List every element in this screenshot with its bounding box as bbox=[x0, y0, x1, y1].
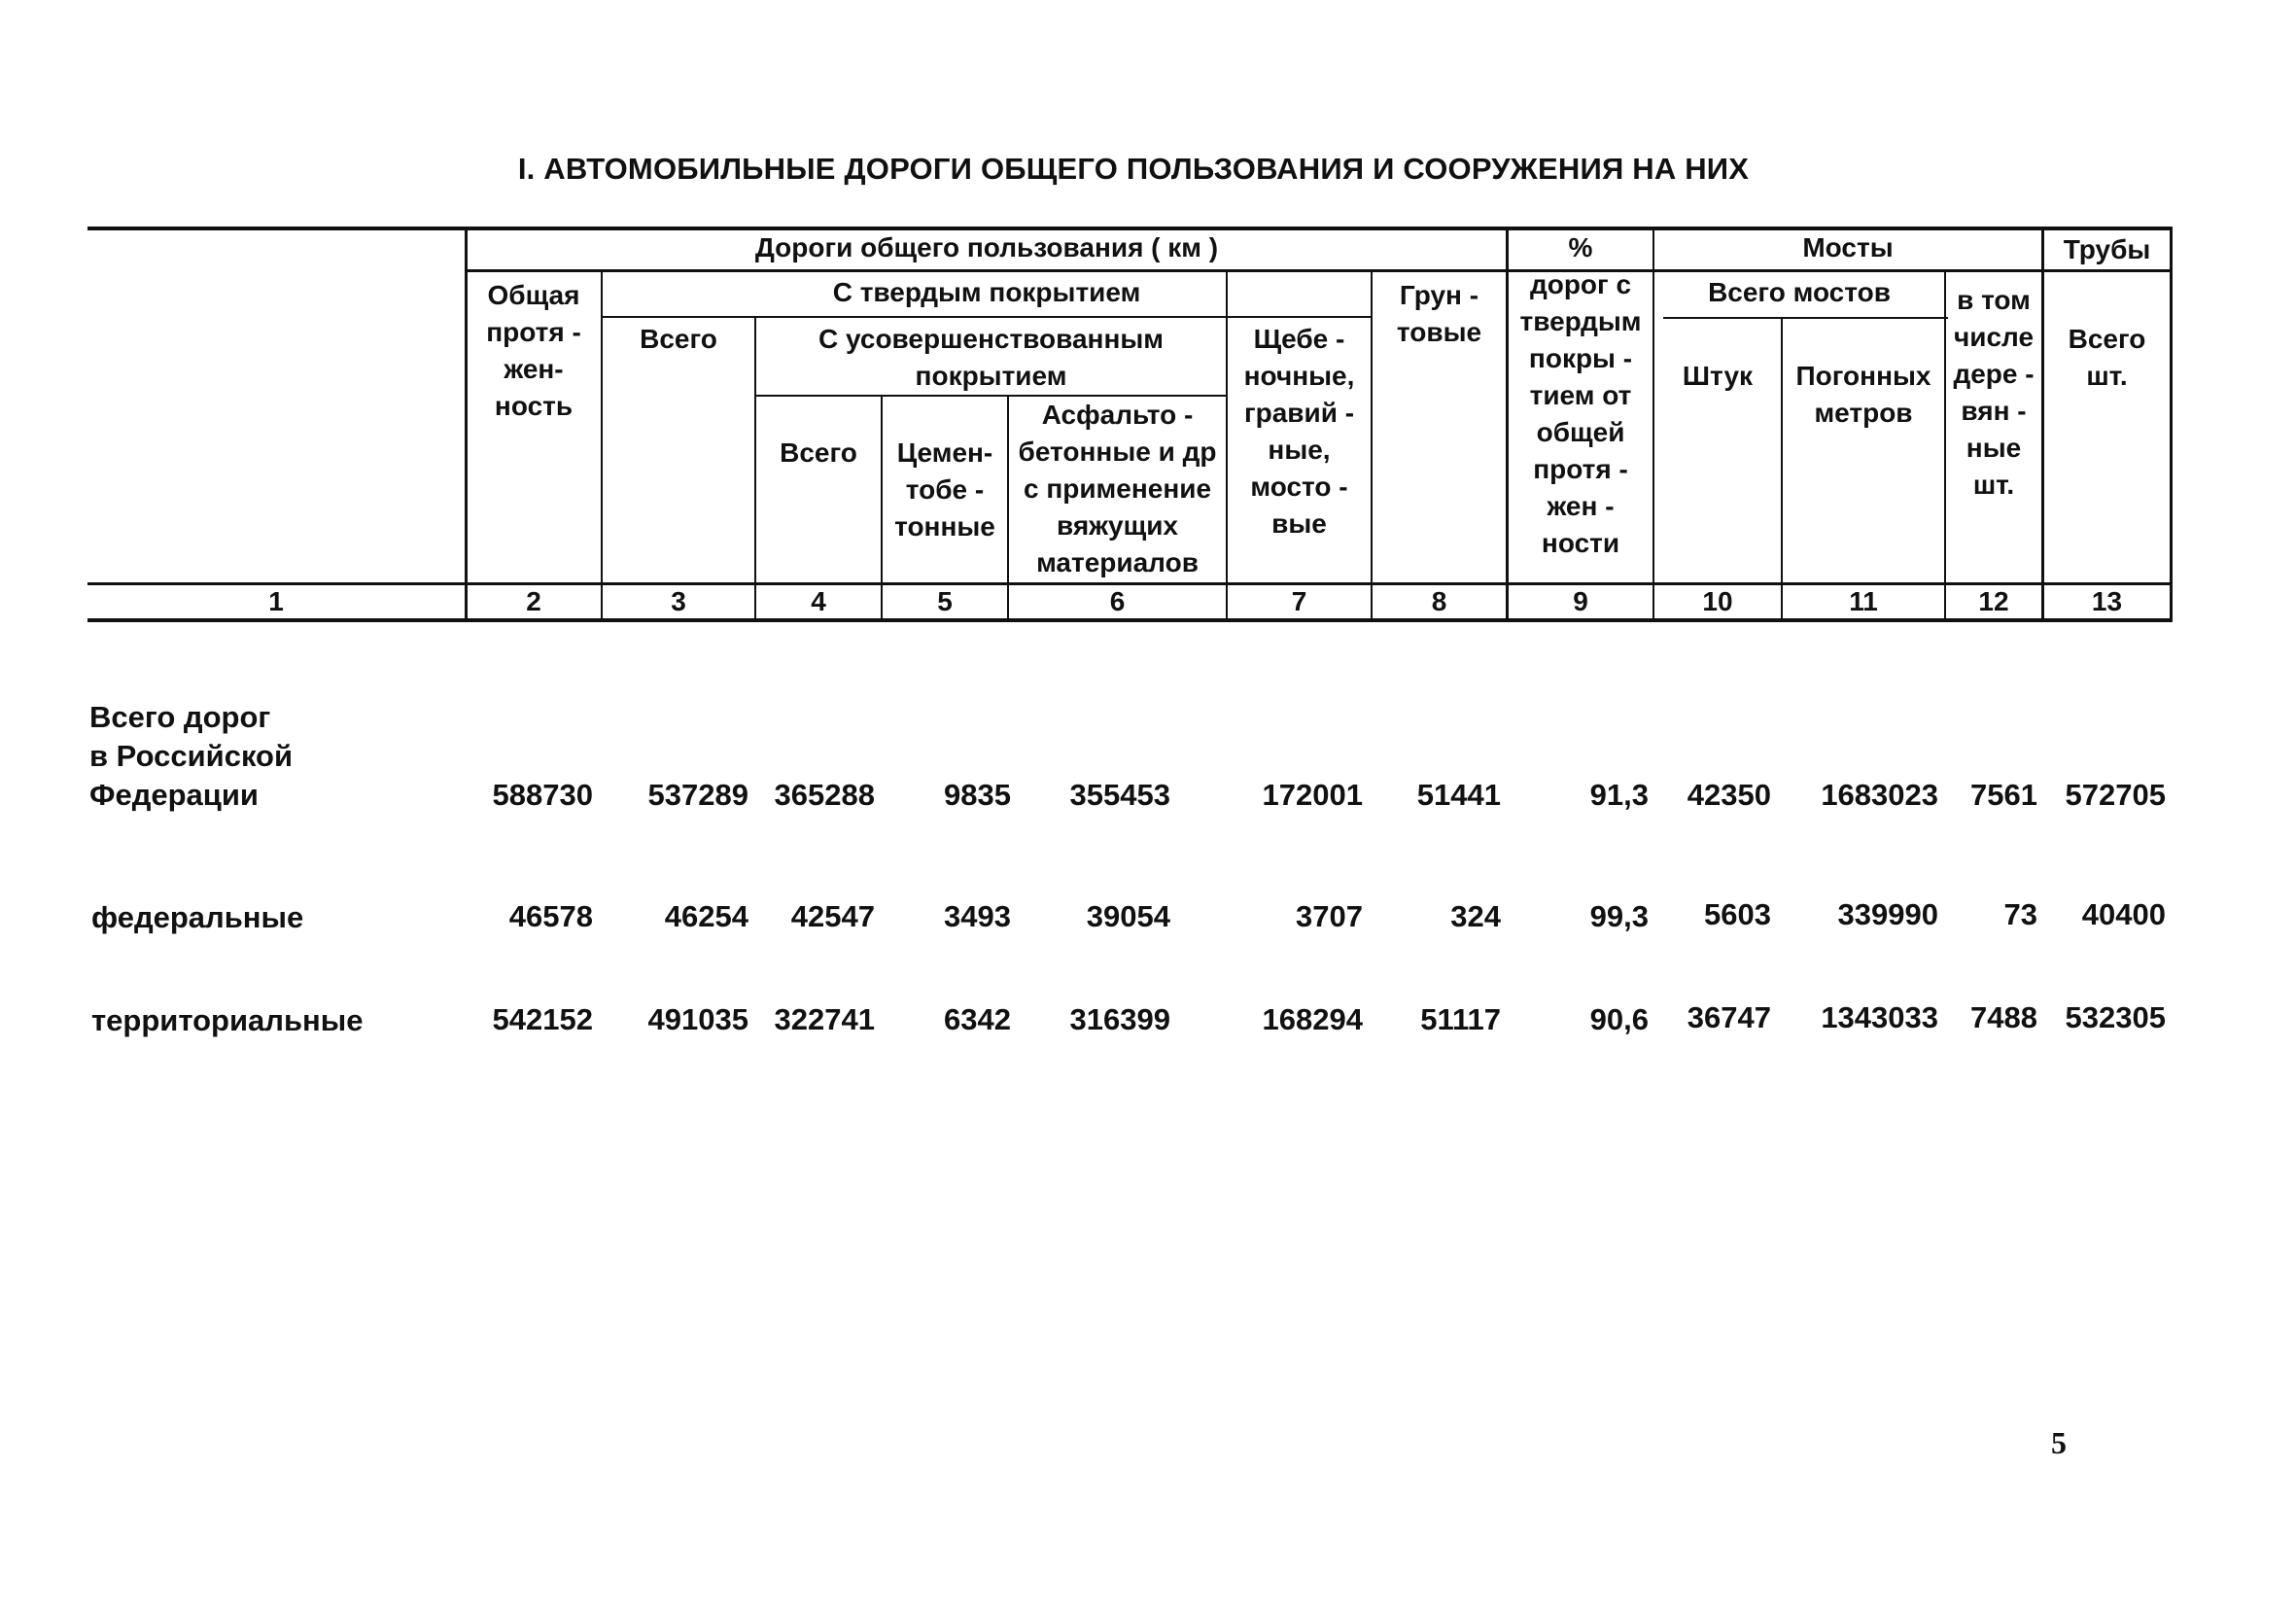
table-cell: 90,6 bbox=[1589, 1002, 1649, 1036]
table-cell: 51441 bbox=[1416, 778, 1501, 812]
table-cell: 46254 bbox=[664, 899, 748, 933]
table-cell: 355453 bbox=[1069, 778, 1170, 812]
header-hard-total: Всего bbox=[640, 324, 717, 354]
header-improved-total: Всего bbox=[780, 437, 857, 468]
table-cell: 168294 bbox=[1262, 1002, 1363, 1036]
table-cell: 588730 bbox=[492, 778, 593, 812]
column-number: 8 bbox=[1431, 586, 1447, 616]
table-cell: 36747 bbox=[1687, 1000, 1771, 1034]
header-dirt: Грун - товые bbox=[1396, 280, 1482, 347]
row-label-total: Всего дорог в Российской Федерации bbox=[89, 700, 294, 812]
column-number: 13 bbox=[2091, 586, 2123, 616]
table-cell: 7488 bbox=[1970, 1000, 2037, 1034]
table-cell: 6342 bbox=[944, 1002, 1011, 1036]
column-number: 4 bbox=[811, 586, 826, 616]
table-cell: 532305 bbox=[2065, 1000, 2166, 1034]
table-cell: 324 bbox=[1450, 899, 1501, 933]
row-label-territorial: территориальные bbox=[91, 1003, 364, 1037]
column-number: 9 bbox=[1573, 586, 1588, 616]
row-label-federal: федеральные bbox=[91, 900, 304, 934]
header-bridges-group: Мосты bbox=[1802, 232, 1894, 262]
table-cell: 491035 bbox=[647, 1002, 748, 1036]
header-cement: Цемен- тобе - тонные bbox=[894, 437, 995, 542]
table-cell: 3493 bbox=[944, 899, 1011, 933]
table-cell: 9835 bbox=[944, 778, 1011, 812]
table-cell: 7561 bbox=[1970, 778, 2037, 812]
header-bridges-wooden: в том числе дере - вян - ные шт. bbox=[1953, 285, 2035, 500]
header-total-length: Общая протя - жен- ность bbox=[486, 280, 581, 421]
column-number: 10 bbox=[1702, 586, 1733, 616]
column-number: 12 bbox=[1978, 586, 2009, 616]
table-cell: 51117 bbox=[1420, 1002, 1501, 1036]
table-cell: 73 bbox=[2003, 897, 2037, 931]
table-cell: 365288 bbox=[774, 778, 875, 812]
table-cell: 572705 bbox=[2065, 778, 2166, 812]
table-cell: 42350 bbox=[1687, 778, 1771, 812]
column-number: 7 bbox=[1291, 586, 1307, 616]
table-cell: 537289 bbox=[647, 778, 748, 812]
page-number: 5 bbox=[2051, 1425, 2067, 1460]
table-cell: 5603 bbox=[1704, 897, 1771, 931]
header-roads-group: Дороги общего пользования ( км ) bbox=[754, 232, 1219, 262]
table-cell: 3707 bbox=[1296, 899, 1363, 933]
table-cell: 99,3 bbox=[1589, 899, 1649, 933]
header-pipes-total: Всего шт. bbox=[2068, 324, 2146, 391]
table-cell: 42547 bbox=[790, 899, 875, 933]
table-cell: 1683023 bbox=[1821, 778, 1938, 812]
header-bridges-meters: Погонных метров bbox=[1795, 361, 1931, 428]
column-number: 5 bbox=[937, 586, 953, 616]
column-number: 1 bbox=[268, 586, 284, 616]
header-improved-group: С усовершенствованным покрытием bbox=[818, 324, 1164, 391]
table-cell: 322741 bbox=[774, 1002, 875, 1036]
header-bridges-total-group: Всего мостов bbox=[1708, 277, 1891, 307]
header-hard-surface-group: С твердым покрытием bbox=[832, 277, 1141, 307]
table-cell: 1343033 bbox=[1821, 1000, 1938, 1034]
table-cell: 39054 bbox=[1086, 899, 1170, 933]
table-cell: 316399 bbox=[1069, 1002, 1170, 1036]
table-cell: 46578 bbox=[508, 899, 593, 933]
header-gravel: Щебе - ночные, гравий - ные, мосто - вые bbox=[1243, 324, 1355, 539]
page-title: I. АВТОМОБИЛЬНЫЕ ДОРОГИ ОБЩЕГО ПОЛЬЗОВАНИЯ И СООРУЖЕНИЯ НА НИХ bbox=[517, 152, 1750, 186]
header-bridges-count: Штук bbox=[1682, 361, 1754, 391]
column-number: 11 bbox=[1849, 586, 1878, 616]
table-cell: 40400 bbox=[2081, 897, 2166, 931]
header-asphalt: Асфальто - бетонные и др с применение вяжущих материалов bbox=[1018, 400, 1217, 577]
table-cell: 172001 bbox=[1262, 778, 1363, 812]
header-percent: % дорог с твердым покры - тием от общей протя - жен - ности bbox=[1519, 232, 1642, 558]
table-cell: 339990 bbox=[1837, 897, 1938, 931]
column-number: 2 bbox=[526, 586, 541, 616]
column-number: 3 bbox=[671, 586, 686, 616]
table-cell: 91,3 bbox=[1589, 778, 1649, 812]
table-cell: 542152 bbox=[492, 1002, 593, 1036]
column-number: 6 bbox=[1109, 586, 1126, 616]
header-pipes-group: Трубы bbox=[2063, 234, 2151, 264]
